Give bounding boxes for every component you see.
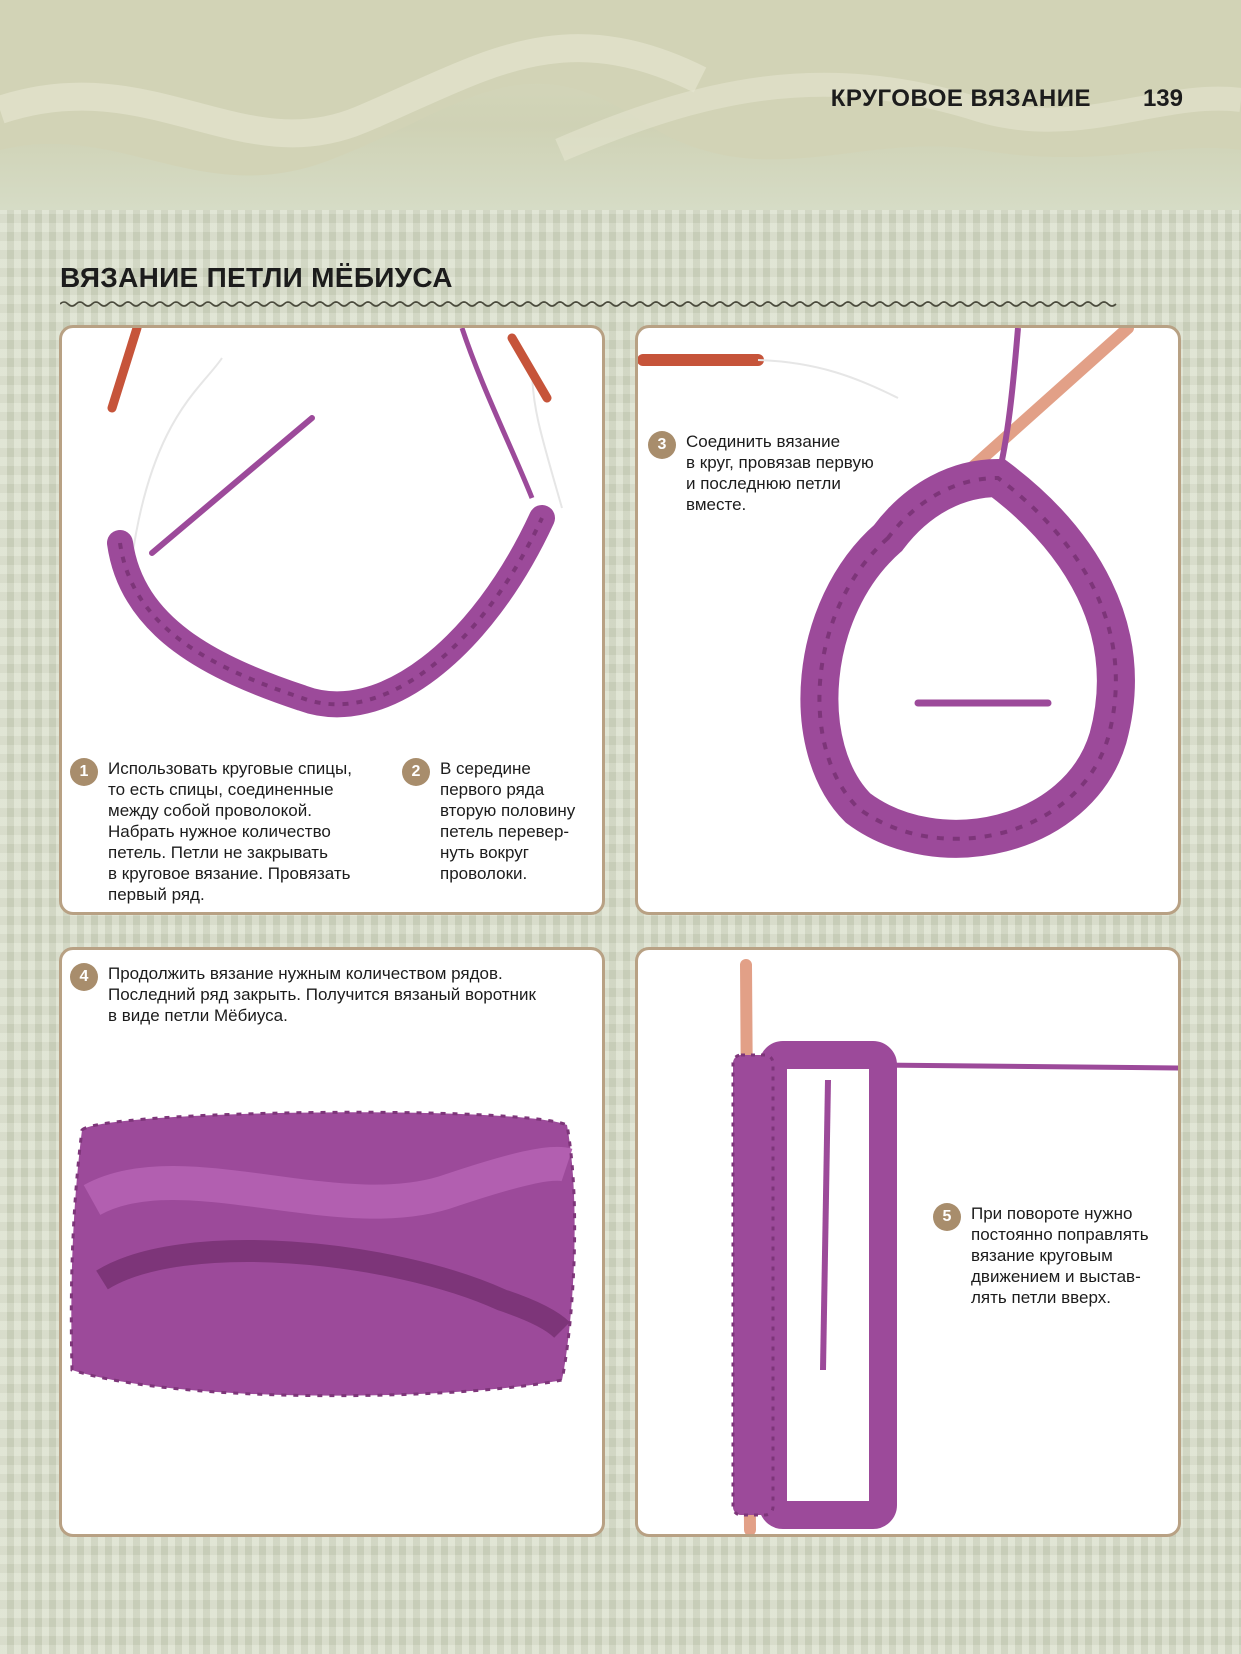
step-number-badge: 3 xyxy=(648,431,676,459)
page-number: 139 xyxy=(1142,85,1183,112)
panel-step-5 xyxy=(635,947,1181,1537)
running-title: КРУГОВОЕ ВЯЗАНИЕ xyxy=(830,85,1091,112)
step-instruction: Продолжить вязание нужным количеством рядов. Последний ряд закрыть. Получится вязаный воротник в виде петли Мёбиуса. xyxy=(108,964,536,1025)
section-divider xyxy=(60,300,1182,308)
step-instruction: В середине первого ряда вторую половину петель перевер- нуть вокруг проволоки. xyxy=(440,759,576,883)
step-1 xyxy=(70,758,352,905)
step-instruction: Соединить вязание в круг, провязав первую и последнюю петли вместе. xyxy=(686,432,874,514)
step-instruction: Использовать круговые спицы, то есть спицы, соединенные между собой проволокой. Набрать нужное количество петель. Петли не закрывать в круговое вязание. Провязать первый ряд. xyxy=(108,759,352,904)
step-number-badge: 4 xyxy=(70,963,98,991)
step-number-badge: 2 xyxy=(402,758,430,786)
finished-mobius-cowl-photo xyxy=(62,950,605,1537)
panel-step-4 xyxy=(59,947,605,1537)
section-title: ВЯЗАНИЕ ПЕТЛИ МЁБИУСА xyxy=(60,262,453,293)
step-4 xyxy=(70,963,536,1026)
step-number-badge: 1 xyxy=(70,758,98,786)
panel-step-3 xyxy=(635,325,1181,915)
joined-round-photo xyxy=(638,328,1181,915)
panel-step-1-2 xyxy=(59,325,605,915)
step-number-badge: 5 xyxy=(933,1203,961,1231)
step-2 xyxy=(402,758,575,884)
step-3 xyxy=(648,431,874,515)
step-5 xyxy=(933,1203,1149,1308)
step-instruction: При повороте нужно постоянно поправлять вязание круговым движением и выстав- лять петли вверх. xyxy=(971,1204,1149,1307)
